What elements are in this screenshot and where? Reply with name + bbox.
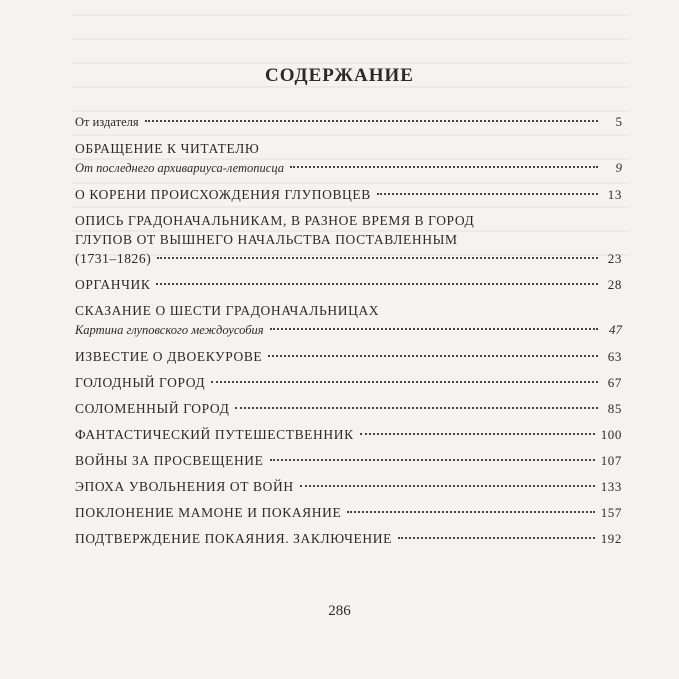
toc-entry-title: (1731–1826) xyxy=(75,251,152,266)
toc-entry-title: От последнего архивариуса-летописца xyxy=(75,161,284,175)
toc-line xyxy=(75,112,622,132)
page-title: СОДЕРЖАНИЕ xyxy=(265,65,414,86)
toc-entry xyxy=(75,373,622,392)
toc-line xyxy=(75,529,622,548)
toc-page-number: 28 xyxy=(607,277,622,292)
toc-line xyxy=(75,230,622,249)
toc-line xyxy=(75,211,622,230)
toc-entry-title: ФАНТАСТИЧЕСКИЙ ПУТЕШЕСТВЕННИК xyxy=(75,427,354,442)
toc-entry-title: ОБРАЩЕНИЕ К ЧИТАТЕЛЮ xyxy=(75,141,260,156)
toc-entry-title: ВОЙНЫ ЗА ПРОСВЕЩЕНИЕ xyxy=(75,453,264,468)
toc-page-number: 5 xyxy=(615,114,622,129)
dot-leader xyxy=(270,459,595,461)
toc-line xyxy=(75,451,622,470)
toc-entry xyxy=(75,477,622,496)
toc-entry-title: ГЛУПОВ ОТ ВЫШНЕГО НАЧАЛЬСТВА ПОСТАВЛЕННЫМ xyxy=(75,232,458,247)
dot-leader xyxy=(145,120,598,122)
toc-entry xyxy=(75,425,622,444)
toc-page-number: 13 xyxy=(607,187,622,202)
dot-leader xyxy=(300,485,595,487)
toc-entry-title: О КОРЕНИ ПРОИСХОЖДЕНИЯ ГЛУПОВЦЕВ xyxy=(75,187,371,202)
toc-line xyxy=(75,139,622,158)
dot-leader xyxy=(211,381,598,383)
toc-line xyxy=(75,373,622,392)
toc-page-number: 9 xyxy=(615,160,622,175)
toc-entry-title: СКАЗАНИЕ О ШЕСТИ ГРАДОНАЧАЛЬНИЦАХ xyxy=(75,303,380,318)
toc-page-number: 67 xyxy=(607,375,622,390)
toc-line xyxy=(75,158,622,178)
toc-entry-title: ОРГАНЧИК xyxy=(75,277,151,292)
toc-entry xyxy=(75,529,622,548)
toc-page-number: 192 xyxy=(600,531,622,546)
dot-leader xyxy=(270,328,598,330)
toc-entry-title: ГОЛОДНЫЙ ГОРОД xyxy=(75,375,206,390)
toc-line xyxy=(75,399,622,418)
toc-page-number: 47 xyxy=(609,322,622,337)
toc-entry xyxy=(75,301,622,340)
dot-leader xyxy=(235,407,598,409)
toc-entry-title: СОЛОМЕННЫЙ ГОРОД xyxy=(75,401,230,416)
table-of-contents xyxy=(75,112,622,555)
dot-leader xyxy=(156,283,598,285)
toc-line xyxy=(75,320,622,340)
toc-entry-title: ИЗВЕСТИЕ О ДВОЕКУРОВЕ xyxy=(75,349,263,364)
toc-entry xyxy=(75,185,622,204)
toc-entry xyxy=(75,503,622,522)
dot-leader xyxy=(157,257,598,259)
toc-line xyxy=(75,477,622,496)
toc-page-number: 133 xyxy=(600,479,622,494)
toc-page-number: 63 xyxy=(607,349,622,364)
toc-entry xyxy=(75,347,622,366)
dot-leader xyxy=(268,355,598,357)
toc-entry xyxy=(75,451,622,470)
toc-page-number: 23 xyxy=(607,251,622,266)
toc-line xyxy=(75,275,622,294)
toc-entry-title: ПОДТВЕРЖДЕНИЕ ПОКАЯНИЯ. ЗАКЛЮЧЕНИЕ xyxy=(75,531,392,546)
toc-entry-title: ПОКЛОНЕНИЕ МАМОНЕ И ПОКАЯНИЕ xyxy=(75,505,342,520)
toc-page-number: 85 xyxy=(607,401,622,416)
page-number: 286 xyxy=(328,603,351,619)
toc-line xyxy=(75,425,622,444)
toc-entry-title: ОПИСЬ ГРАДОНАЧАЛЬНИКАМ, В РАЗНОЕ ВРЕМЯ В ГОРОД xyxy=(75,213,475,228)
toc-line xyxy=(75,347,622,366)
toc-line xyxy=(75,249,622,268)
dot-leader xyxy=(377,193,598,195)
dot-leader xyxy=(347,511,594,513)
toc-entry xyxy=(75,112,622,132)
toc-page-number: 100 xyxy=(600,427,622,442)
toc-entry-title: Картина глуповского междоусобия xyxy=(75,323,264,337)
toc-line xyxy=(75,301,622,320)
dot-leader xyxy=(398,537,595,539)
toc-entry xyxy=(75,211,622,268)
toc-entry xyxy=(75,399,622,418)
toc-entry-title: От издателя xyxy=(75,115,139,129)
dot-leader xyxy=(290,166,598,168)
toc-entry xyxy=(75,139,622,178)
toc-line xyxy=(75,185,622,204)
toc-line xyxy=(75,503,622,522)
toc-entry-title: ЭПОХА УВОЛЬНЕНИЯ ОТ ВОЙН xyxy=(75,479,294,494)
toc-page-number: 107 xyxy=(600,453,622,468)
dot-leader xyxy=(360,433,595,435)
toc-page-number: 157 xyxy=(600,505,622,520)
toc-entry xyxy=(75,275,622,294)
